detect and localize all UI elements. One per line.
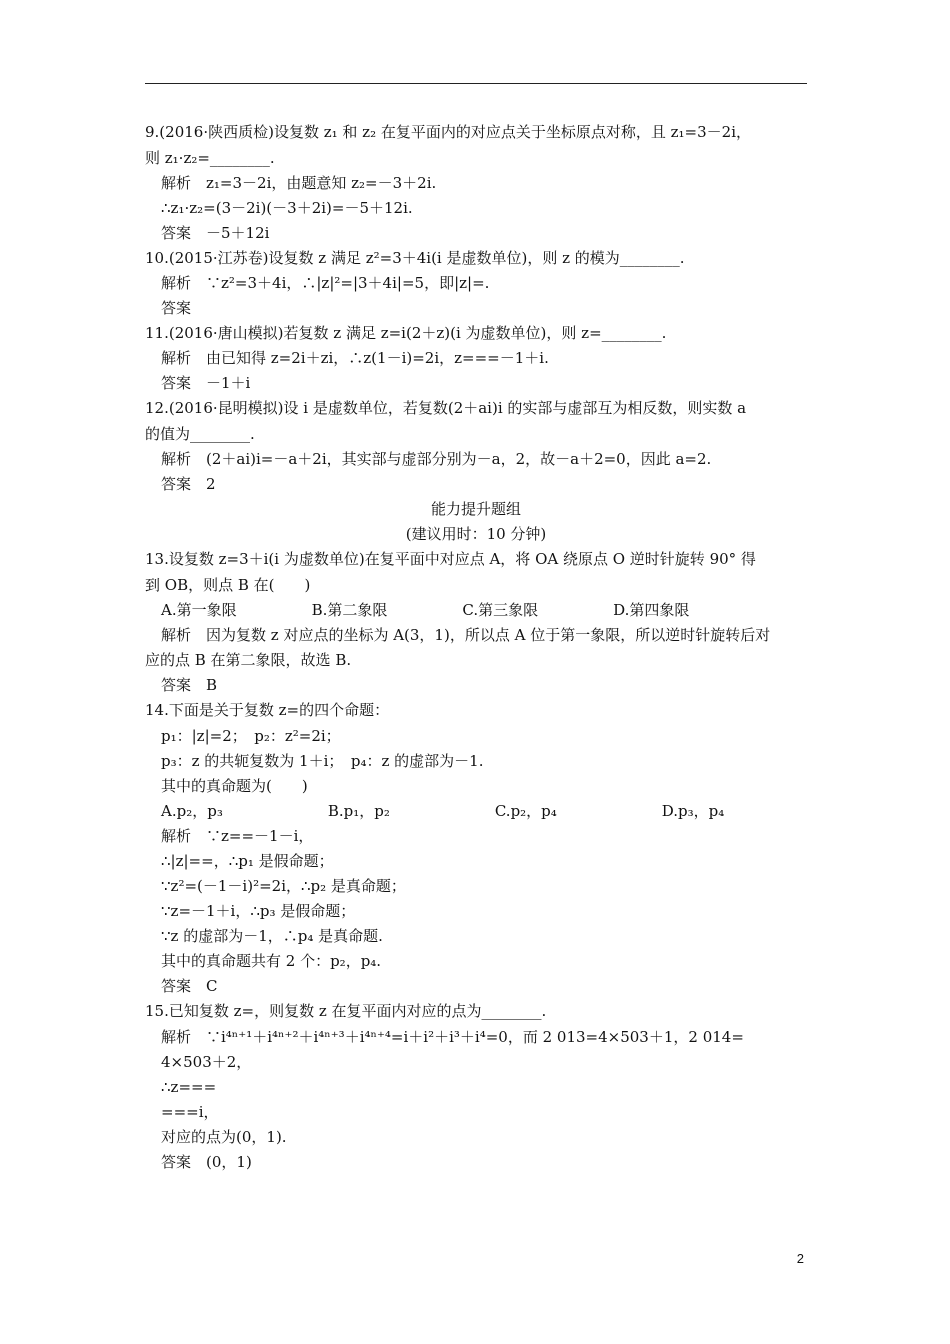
q13-analysis-line1: 解析 因为复数 z 对应点的坐标为 A(3，1)，所以点 A 位于第一象限，所以逆时针旋转后对	[161, 626, 771, 644]
q15-analysis-line5: 对应的点为(0，1).	[161, 1128, 287, 1146]
q11-analysis: 解析 由已知得 z=2i＋zi，∴z(1－i)=2i，z===－1＋i.	[161, 349, 549, 367]
q12-analysis: 解析 (2＋ai)i=－a＋2i，其实部与虚部分别为－a，2，故－a＋2=0，因此 a=2.	[161, 450, 712, 468]
q9-answer: 答案 －5＋12i	[161, 224, 270, 242]
q14-analysis-line1: 解析 ∵z==－1－i，	[161, 827, 314, 845]
q10-stem: 10.(2015·江苏卷)设复数 z 满足 z²=3＋4i(i 是虚数单位)，则 z 的模为________.	[145, 249, 685, 267]
q14-analysis-line5: ∵z 的虚部为－1，∴p₄ 是真命题.	[161, 927, 383, 945]
q15-analysis-line1: 解析 ∵i⁴ⁿ⁺¹＋i⁴ⁿ⁺²＋i⁴ⁿ⁺³＋i⁴ⁿ⁺⁴=i＋i²＋i³＋i⁴=0，而 2 013=4×503＋1，2 014=	[161, 1028, 744, 1046]
q15-stem: 15.已知复数 z=，则复数 z 在复平面内对应的点为________.	[145, 1002, 547, 1020]
q10-answer: 答案	[161, 299, 192, 317]
q15-answer: 答案 (0，1)	[161, 1153, 252, 1171]
header-rule	[145, 83, 807, 84]
q10-analysis: 解析 ∵z²=3＋4i，∴|z|²=|3＋4i|=5，即|z|=.	[161, 274, 490, 292]
q12-stem-line1: 12.(2016·昆明模拟)设 i 是虚数单位，若复数(2＋ai)i 的实部与虚部互为相反数，则实数 a	[145, 399, 747, 417]
q13-stem-line2: 到 OB，则点 B 在( )	[145, 576, 311, 594]
q14-analysis-line3: ∵z²=(－1－i)²=2i，∴p₂ 是真命题；	[161, 877, 406, 895]
q15-analysis-line3: ∴z===	[161, 1078, 217, 1096]
q14-proposition-p1-p2: p₁：|z|=2； p₂：z²=2i；	[161, 727, 341, 745]
q14-stem: 14.下面是关于复数 z=的四个命题：	[145, 701, 390, 719]
q9-stem-line2: 则 z₁·z₂=________.	[145, 149, 275, 167]
q13-stem-line1: 13.设复数 z=3＋i(i 为虚数单位)在复平面中对应点 A，将 OA 绕原点 O 逆时针旋转 90° 得	[145, 550, 756, 568]
q11-stem: 11.(2016·唐山模拟)若复数 z 满足 z=i(2＋z)(i 为虚数单位)，则 z=________.	[145, 324, 667, 342]
q11-answer: 答案 －1＋i	[161, 374, 251, 392]
q12-stem-line2: 的值为________.	[145, 425, 255, 443]
q14-options: A.p₂，p₃ B.p₁，p₂ C.p₂，p₄ D.p₃，p₄	[161, 802, 725, 820]
q13-analysis-line2: 应的点 B 在第二象限，故选 B.	[145, 651, 352, 669]
q14-analysis-line6: 其中的真命题共有 2 个：p₂，p₄.	[161, 952, 382, 970]
section-title: 能力提升题组	[430, 500, 521, 518]
section-subtitle: (建议用时：10 分钟)	[405, 525, 547, 543]
q9-analysis-line2: ∴z₁·z₂=(3－2i)(－3＋2i)=－5＋12i.	[161, 199, 413, 217]
q14-proposition-p3-p4: p₃：z 的共轭复数为 1＋i； p₄：z 的虚部为－1.	[161, 752, 484, 770]
q13-options: A.第一象限 B.第二象限 C.第三象限 D.第四象限	[161, 601, 690, 619]
q14-answer: 答案 C	[161, 977, 218, 995]
q9-analysis: 解析 z₁=3－2i，由题意知 z₂=－3＋2i.	[161, 174, 437, 192]
q15-analysis-line4: ===i，	[161, 1103, 219, 1121]
q14-analysis-line4: ∵z=－1＋i，∴p₃ 是假命题；	[161, 902, 356, 920]
q9-stem-line1: 9.(2016·陕西质检)设复数 z₁ 和 z₂ 在复平面内的对应点关于坐标原点对称，且 z₁=3－2i，	[145, 123, 752, 141]
q15-analysis-line2: 4×503＋2，	[161, 1053, 252, 1071]
q14-analysis-line2: ∴|z|==，∴p₁ 是假命题；	[161, 852, 334, 870]
q12-answer: 答案 2	[161, 475, 216, 493]
q13-answer: 答案 B	[161, 676, 218, 694]
page-number: 2	[796, 1251, 804, 1266]
q14-question: 其中的真命题为( )	[161, 777, 308, 795]
